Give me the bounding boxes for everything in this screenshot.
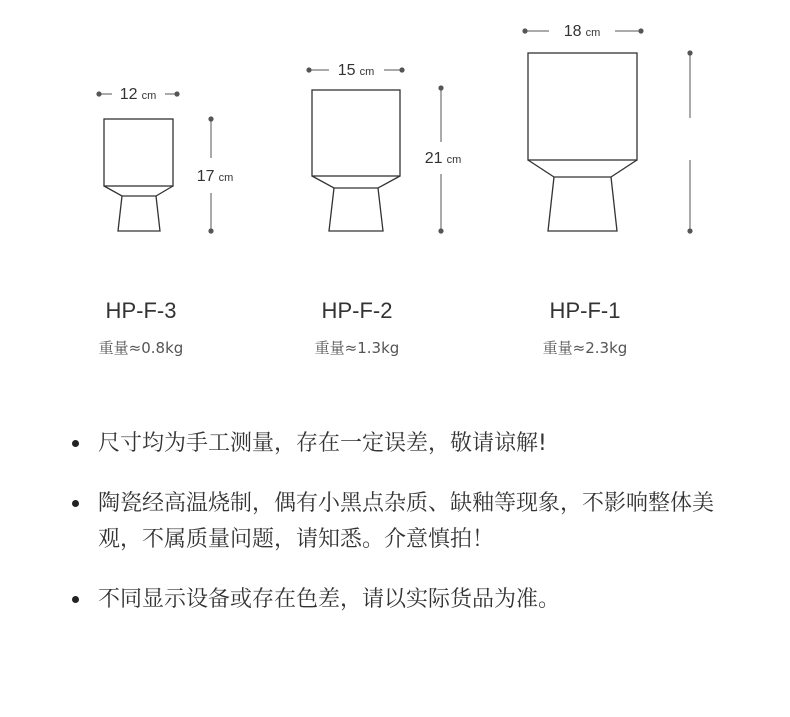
notes-list [70,426,770,642]
note-text: 尺寸均为手工测量，存在一定误差，敬请谅解! [98,431,547,456]
bullet-dot [72,596,79,603]
weight-label-hp-f-2: 重量≈1.3kg [314,339,400,357]
height-label-hp-f-2: 21 cm [424,150,462,167]
width-label-hp-f-3: 12 cm [119,86,157,103]
bullet-dot [72,440,79,447]
width-label-hp-f-1: 18 cm [563,23,601,40]
height-label-hp-f-3: 17 cm [196,168,234,185]
note-item [70,582,770,618]
vase-outline-hp-f-2 [312,90,400,231]
note-item [70,426,770,462]
width-label-hp-f-2: 15 cm [337,62,375,79]
weight-label-hp-f-3: 重量≈0.8kg [98,339,184,357]
model-label-hp-f-2: HP-F-2 [321,298,393,323]
model-label-hp-f-3: HP-F-3 [105,298,177,323]
note-text: 不同显示设备或存在色差，请以实际货品为准。 [98,587,561,612]
note-item [70,486,770,558]
vase-size-diagram [0,0,790,300]
model-label-hp-f-1: HP-F-1 [549,298,621,323]
vase-outline-hp-f-1 [528,53,637,231]
note-text: 陶瓷经高温烧制，偶有小黑点杂质、缺釉等现象，不影响整体美观，不属质量问题，请知悉。介意慎拍！ [98,491,715,552]
bullet-dot [72,500,79,507]
weight-label-hp-f-1: 重量≈2.3kg [542,339,628,357]
vase-outline-hp-f-3 [104,119,173,231]
